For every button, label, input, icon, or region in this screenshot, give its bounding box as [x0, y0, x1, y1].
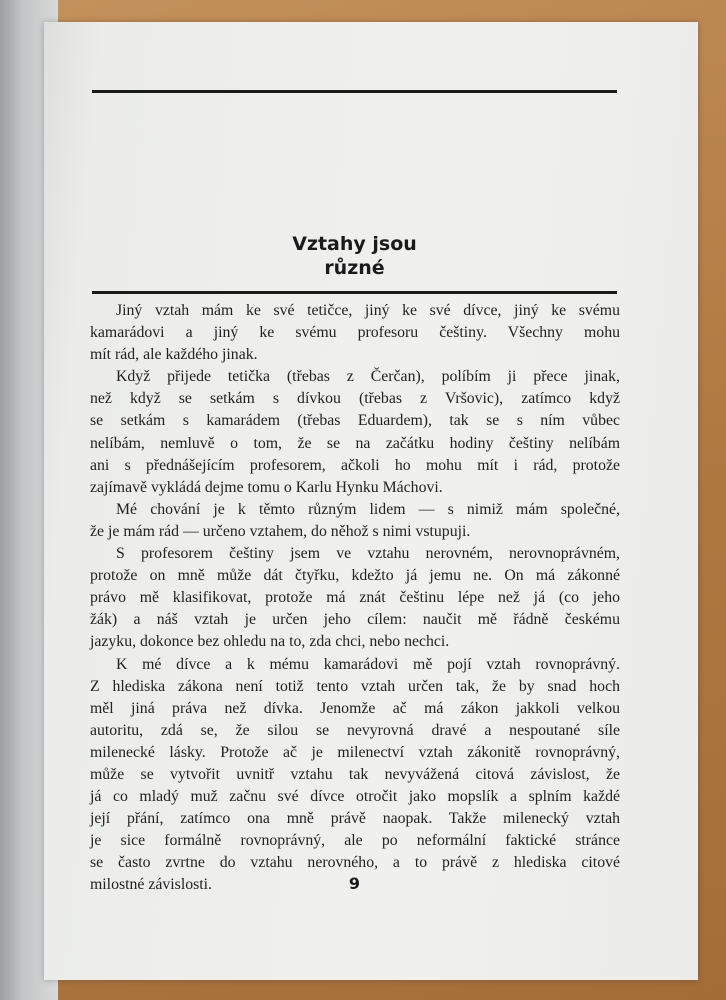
text-line: její přání, zatímco ona mně právě naopak. Takže milenecký vztah [90, 810, 620, 828]
text-line: měl jiná práva než dívka. Jenomže ač má zákon jakkoli velkou [90, 699, 620, 717]
top-rule [92, 90, 617, 93]
text-line: já co mladý muž začnu své dívce otročit jako mopslík a splním každé [90, 788, 620, 806]
text-line: může se vytvořit uvnitř vztahu tak nevyvážená citová závislost, že [90, 765, 620, 783]
text-line: kamarádovi a jiný ke svému profesoru češtiny. Všechny mohu [90, 324, 620, 342]
text-line: se často zvrtne do vztahu nerovného, a to právě z hlediska citové [90, 854, 620, 872]
paragraph [90, 366, 620, 499]
text-line: zajímavě vykládá dejme tomu o Karlu Hynku Máchovi. [90, 478, 443, 496]
paragraph [90, 499, 620, 543]
text-line: ani s přednášejícím profesorem, ačkoli ho mohu mít i rád, protože [90, 456, 620, 474]
text-line: než když se setkám s dívkou (třebas z Vršovic), zatímco když [90, 390, 620, 408]
text-line: právo mě klasifikovat, protože má znát češtinu lépe než já (co jeho [90, 589, 620, 607]
text-line: je sice formálně rovnoprávný, ale po neformální faktické stránce [90, 832, 620, 850]
chapter-title-line-1: Vztahy jsou [292, 233, 417, 255]
text-line: Když přijede tetička (třebas z Čerčan), políbím ji přece jinak, [116, 368, 620, 386]
text-line: autoritu, zdá se, že silou se nevyrovná dravé a nespoutané síle [90, 721, 620, 739]
body-text [90, 300, 620, 897]
text-line: žák) a náš vztah je určen jeho cílem: naučit mě řádně českému [90, 611, 620, 629]
text-line: protože on mně může dát čtyřku, kdežto já jemu ne. On má zákonné [90, 567, 620, 585]
text-line: Z hlediska zákona není totiž tento vztah určen tak, že by snad hoch [90, 677, 620, 695]
text-line: S profesorem češtiny jsem ve vztahu nerovném, nerovnoprávném, [116, 545, 620, 563]
text-line: nelíbám, nemluvě o tom, že se na začátku hodiny češtiny nelíbám [90, 434, 620, 452]
text-line: K mé dívce a k mému kamarádovi mě pojí vztah rovnoprávný. [116, 655, 620, 673]
chapter-title-line-2: různé [324, 257, 385, 279]
text-line: se setkám s kamarádem (třebas Eduardem), tak se s ním vůbec [90, 412, 620, 430]
chapter-title [92, 232, 617, 280]
text-line: mít rád, ale každého jinak. [90, 346, 258, 364]
text-line: Mé chování je k těmto různým lidem — s nimiž mám společné, [116, 500, 620, 518]
text-line: milenecké lásky. Protože ač je milenectví vztah zákonitě rovnoprávný, [90, 743, 620, 761]
paragraph [90, 543, 620, 653]
text-line: jazyku, dokonce bez ohledu na to, zda chci, nebo nechci. [90, 633, 450, 651]
paragraph [90, 654, 620, 897]
text-line: Jiný vztah mám ke své tetičce, jiný ke své dívce, jiný ke svému [116, 302, 620, 319]
text-line: milostné závislosti. [90, 876, 212, 894]
text-line: že je mám rád — určeno vztahem, do něhož s nimi vstupuji. [90, 522, 471, 540]
paragraph [90, 300, 620, 366]
title-rule [92, 291, 617, 294]
page-number: 9 [348, 874, 361, 893]
